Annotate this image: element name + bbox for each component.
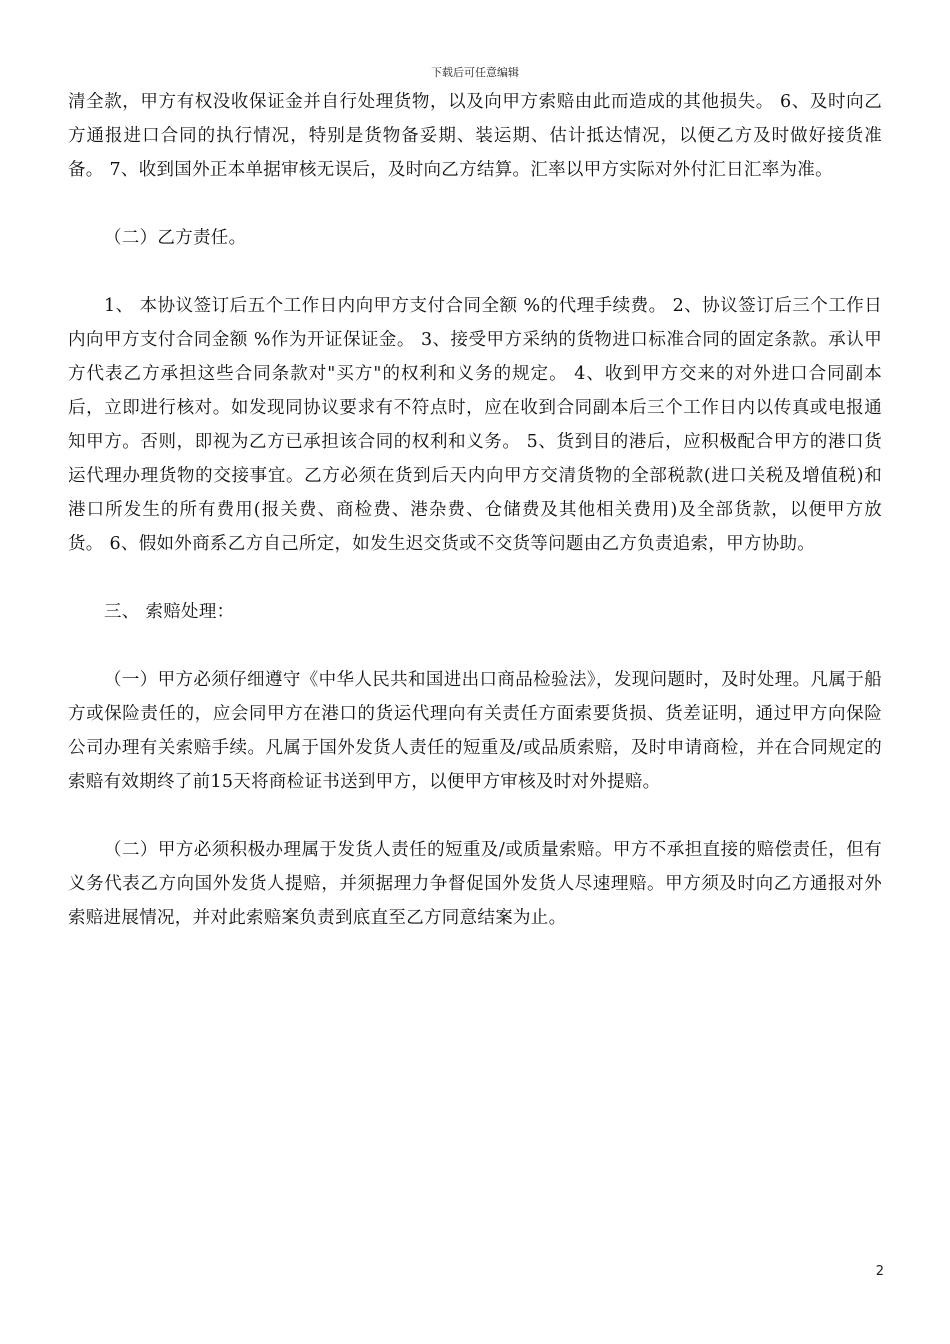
paragraph-claims-1: （一）甲方必须仔细遵守《中华人民共和国进出口商品检验法》，发现问题时，及时处理。凡属于船方或保险责任的，应会同甲方在港口的货运代理向有关责任方面索要货损、货差证明，通过甲方向保险公司办理有关索赔手续。凡属于国外发货人责任的短重及/或品质索赔，及时申请商检，并在合同规定的索赔有效期终了前15天将商检证书送到甲方，以便甲方审核及时对外提赔。 bbox=[68, 670, 882, 792]
paragraph-claims-2: （二）甲方必须积极办理属于发货人责任的短重及/或质量索赔。甲方不承担直接的赔偿责任，但有义务代表乙方向国外发货人提赔，并须据理力争督促国外发货人尽速理赔。甲方须及时向乙方通报对外索赔进展情况，并对此索赔案负责到底直至乙方同意结案为止。 bbox=[68, 840, 882, 928]
header-note: 下载后可任意编辑 bbox=[431, 66, 519, 79]
paragraph-party-b-items: 1、 本协议签订后五个工作日内向甲方支付合同全额 %的代理手续费。 2、协议签订后三个工作日内向甲方支付合同金额 %作为开证保证金。 3、接受甲方采纳的货物进口标准合同的固定条款。承认甲方代表乙方承担这些合同条款对"买方"的权利和义务的规定。 4、收到甲方交来的对外进口合同副本后，立即进行核对。如发现同协议要求有不符点时，应在收到合同副本后三个工作日内以传真或电报通知甲方。否则，即视为乙方已承担该合同的权利和义务。 5、货到目的港后，应积极配合甲方的港口货运代理办理货物的交接事宜。乙方必须在货到后天内向甲方交清货物的全部税款(进口关税及增值税)和港口所发生的所有费用(报关费、商检费、港杂费、仓储费及其他相关费用)及全部货款，以便甲方放货。 6、假如外商系乙方自己所定，如发生迟交货或不交货等问题由乙方负责追索，甲方协助。 bbox=[68, 296, 882, 554]
paragraph-gap bbox=[68, 255, 882, 289]
section-heading-party-b-duties: （二）乙方责任。 bbox=[104, 228, 247, 248]
paragraph-gap bbox=[68, 629, 882, 663]
paragraph-gap bbox=[68, 187, 882, 221]
paragraph-gap bbox=[68, 799, 882, 833]
paragraph-continuation: 清全款，甲方有权没收保证金并自行处理货物，以及向甲方索赔由此而造成的其他损失。 6、及时向乙方通报进口合同的执行情况，特别是货物备妥期、装运期、估计抵达情况，以便乙方及时做好接货准备。 7、收到国外正本单据审核无误后，及时向乙方结算。汇率以甲方实际对外付汇日汇率为准。 bbox=[68, 92, 882, 180]
paragraph-gap bbox=[68, 561, 882, 595]
section-heading-claims: 三、 索赔处理： bbox=[104, 602, 235, 622]
page-number: 2 bbox=[875, 1264, 884, 1279]
document-body bbox=[68, 85, 882, 935]
